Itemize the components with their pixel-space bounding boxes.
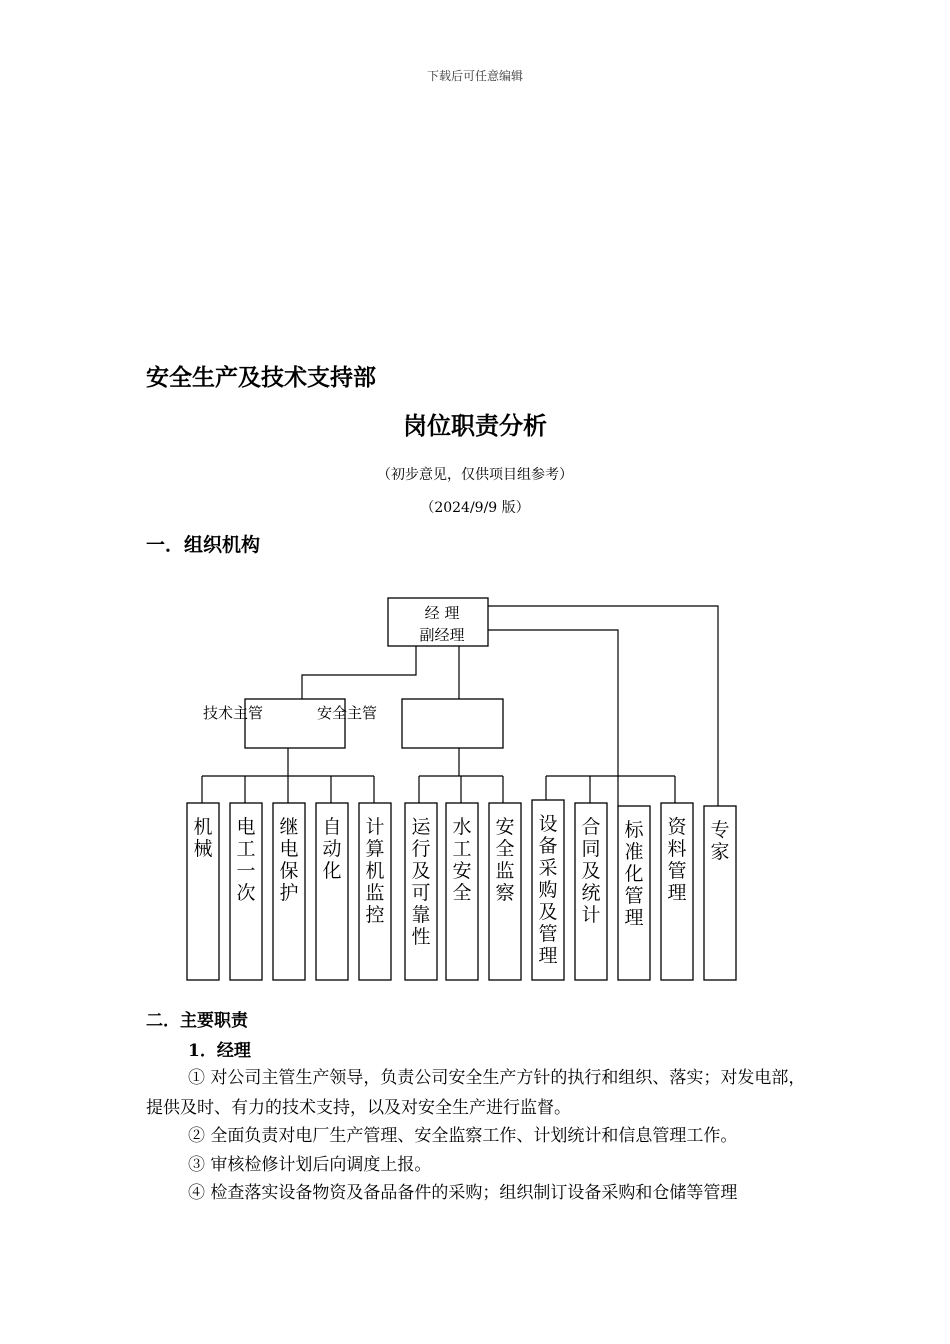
org-unit-label: 安全监察 [495,816,515,904]
org-unit-label: 专家 [710,819,730,863]
org-unit-label: 资料管理 [667,816,687,904]
page-header: 下载后可任意编辑 [426,69,523,83]
org-unit-label: 合同及统计 [581,816,601,926]
org-unit-label: 计算机监控 [365,816,385,926]
org-box-operations [402,699,503,748]
document-version: （2024/9/9 版） [420,500,530,516]
link-top-to-left [302,646,416,699]
org-tech-supervisor-label: 技术主管 [203,704,264,722]
duty-paragraph-1: ① 对公司主管生产领导，负责公司安全生产方针的执行和组织、落实；对发电部，提供及时、有力的技术支持，以及对安全生产进行监督。 [146,1068,806,1118]
link-to-standards [488,630,618,806]
department-title: 安全生产及技术支持部 [146,364,376,391]
duty-paragraph-3: ③ 审核检修计划后向调度上报。 [188,1155,432,1175]
document-subtitle: （初步意见，仅供项目组参考） [377,467,573,483]
org-unit-label: 设备采购及管理 [538,813,558,967]
org-units [187,800,736,980]
org-unit-label: 标准化管理 [624,819,644,929]
document-title: 岗位职责分析 [403,411,547,440]
duty-paragraph-4: ④ 检查落实设备物资及备品备件的采购；组织制订设备采购和仓储等管理 [188,1183,738,1203]
org-safety-supervisor-label: 安全主管 [317,704,378,722]
org-unit-label: 继电保护 [279,816,299,904]
org-unit-label: 水工安全 [452,816,472,904]
duty-paragraph-2: ② 全面负责对电厂生产管理、安全监察工作、计划统计和信息管理工作。 [188,1126,738,1146]
section-heading-org: 一．组织机构 [146,534,261,556]
section-heading-duties: 二．主要职责 [146,1011,248,1031]
org-manager-label: 经 理 [424,604,460,622]
subheading-manager: 1．经理 [188,1041,251,1061]
org-unit-label: 运行及可靠性 [411,816,431,948]
org-unit-label: 机械 [193,816,213,860]
org-deputy-label: 副经理 [419,626,465,644]
org-unit-label: 自动化 [322,816,342,882]
org-unit-label: 电工一次 [236,816,256,904]
